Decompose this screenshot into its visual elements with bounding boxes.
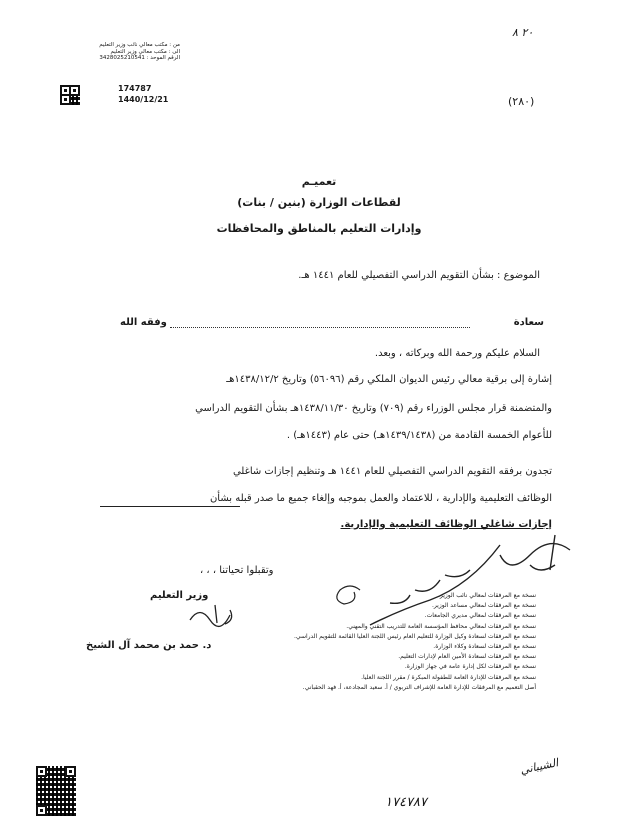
paragraph-1-line: للأعوام الخمسة القادمة من (١٤٣٩/١٤٣٨هـ) حتى عام (١٤٤٣هـ) . <box>286 430 552 441</box>
cc-item: نسخة مع المرفقات لسعادة الأمين العام لإدارات التعليم. <box>398 653 536 661</box>
header-info <box>80 42 180 62</box>
cc-item: أصل التعميم مع المرفقات للإدارة العامة للإشراف التربوي / أ. سعيد المجادعة، أ. فهد الحقباني. <box>302 683 536 691</box>
paragraph-2-line-emphasis: إجازات شاغلي الوظائف التعليمية والإدارية. <box>340 519 552 530</box>
bottom-handwritten-number: ١٧٤٧٨٧ <box>385 795 427 810</box>
header-qr-code <box>60 85 80 105</box>
cc-item: نسخة مع المرفقات لمعالي مديري الجامعات. <box>424 612 536 620</box>
minister-signature-scribble <box>185 600 245 630</box>
corner-handwritten-note: ٢٠ ٨ <box>512 26 534 39</box>
cc-item: نسخة مع المرفقات لسعادة وكيل الوزارة للتعليم العام رئيس اللجنة العليا القائمة للتقويم الدراسي. <box>294 632 536 640</box>
emphasis-underline <box>100 506 240 507</box>
paragraph-2-line: الوظائف التعليمية والإدارية ، للاعتماد والعمل بموجبه وإلغاء جميع ما صدر قبله بشأن <box>209 493 552 504</box>
addressee-line-1: لقطاعات الوزارة (بنين / بنات) <box>237 196 401 209</box>
circular-number: (٢٨٠) <box>508 95 535 108</box>
header-line: الى : مكتب معالي وزير التعليم <box>110 48 180 55</box>
signatory-name: د. حمد بن محمد آل الشيخ <box>86 640 212 651</box>
paragraph-1-line: إشارة إلى برقية معالي رئيس الديوان الملكي رقم (٥٦٠٩٦) وتاريخ ١٤٣٨/١٢/٢هـ <box>226 374 552 385</box>
cc-list <box>256 592 536 694</box>
footer-qr-code <box>36 766 76 816</box>
closing-line: وتقبلوا تحياتنا ، ، ، <box>200 565 274 576</box>
handwritten-initial: الشيباني <box>519 756 560 777</box>
greeting: السلام عليكم ورحمة الله وبركاته ، وبعد. <box>374 348 540 359</box>
header-line: من : مكتب معالي نائب وزير التعليم <box>99 42 180 48</box>
addressee-line-2: وإدارات التعليم بالمناطق والمحافظات <box>216 222 422 235</box>
subject-line: الموضوع : بشأن التقويم الدراسي التفصيلي للعام ١٤٤١ هـ. <box>298 270 540 281</box>
header-line: الرقم الموحد : 3428025210541 <box>99 55 180 61</box>
cc-item: نسخة مع المرفقات لكل إدارة عامة في جهاز الوزارة. <box>404 663 536 671</box>
salutation-suffix: وفقه الله <box>120 317 167 328</box>
cc-item: نسخة مع المرفقات لمعالي مساعد الوزير. <box>431 602 536 610</box>
signatory-title: وزير التعليم <box>150 590 209 601</box>
cc-item: نسخة مع المرفقات للإدارة العامة للطفولة المبكرة / مقرر اللجنة العليا. <box>361 673 536 681</box>
salutation-dotted-line <box>170 327 470 328</box>
cc-item: نسخة مع المرفقات لمعالي نائب الوزير. <box>438 592 536 599</box>
cc-item: نسخة مع المرفقات لسعادة وكلاء الوزارة. <box>433 642 536 650</box>
paragraph-2-line: تجدون برفقه التقويم الدراسي التفصيلي للعام ١٤٤١ هـ وتنظيم إجازات شاغلي <box>232 466 552 477</box>
circular-title: تعميـم <box>301 175 337 188</box>
ref-number: 174787 <box>118 84 152 93</box>
cc-item: نسخة مع المرفقات لمعالي محافظ المؤسسة العامة للتدريب التقني والمهني. <box>346 622 536 630</box>
salutation-prefix: سعادة <box>513 317 544 328</box>
ref-date: 1440/12/21 <box>118 95 169 104</box>
paragraph-1-line: والمتضمنة قرار مجلس الوزراء رقم (٧٠٩) وتاريخ ١٤٣٨/١١/٣٠هـ بشأن التقويم الدراسي <box>195 403 552 414</box>
